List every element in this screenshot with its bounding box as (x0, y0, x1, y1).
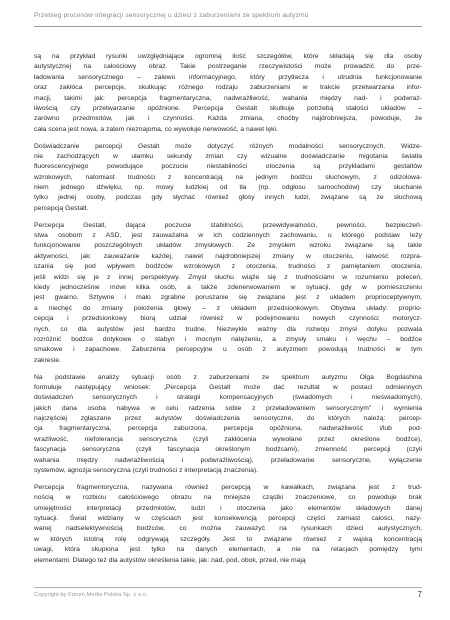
paragraph (34, 483, 422, 566)
page-number: 7 (417, 590, 422, 599)
text-line: uwagi, która skupiona jest tylko na danych elementach, a nie na relacjach pomiędzy tymi (34, 546, 422, 554)
text-line: kiedy jednocześnie mówi kilka osób, a także zdenerwowaniem w sytuacji, gdy w pomieszczeniu (34, 283, 422, 291)
text-line: najczęściej zgłaszane przez autystów doświadczenia sensoryczne, do których należą: percep- (34, 415, 422, 423)
footer-copyright: Copyright by Forum Media Polska Sp. z o.o. (34, 592, 148, 598)
text-line: cepcja i przedsionkowy biorą udział również w podejmowaniu nowych czynności motorycz- (34, 315, 422, 323)
text-line: systemów, agnozja sensoryczna (czyli trudności z interpretacją znaczenia). (34, 467, 258, 475)
text-line: oraz zakłóca percepcje, skutkując różnego rodzaju zaburzeniami w trakcie przetwarzania infor- (34, 84, 422, 92)
text-line: cała scena jest nowa, a zatem nieznajoma, co wywołuje nerwowość, a nawet lęki. (34, 125, 278, 133)
text-line: wzrokowych, natomiast trudności z koncentracją na jednym bodźcu słuchowym, z odizolowa- (34, 173, 422, 181)
text-line: doświadczeń sensorycznych i strategii kompensacyjnych (świadomych i nieświadomych), (34, 394, 422, 402)
text-line: Percepcja fragmentoryczna, nazywana również percepcją w kawałkach, związana jest z trud- (34, 483, 422, 491)
footer-divider (34, 587, 422, 588)
text-line: sytuacji. Świat widziany w częściach jest konsekwencją percepcji części zamiast całości, nazy- (34, 514, 422, 522)
text-line: fascynacja sensoryczna (czyli fascynacja określonym bodźcami), zmienność percepcji (czyli (34, 446, 422, 454)
paragraph (34, 52, 422, 135)
text-line: tylko jednej osoby, podczas gdy słychać również głosy innych ludzi, związane są ze słuchową (34, 194, 422, 202)
text-line: funkcjonowanie poszczególnych układów zmysłowych. Ze zmysłem wzroku związane są takie (34, 242, 422, 250)
paragraph (34, 373, 422, 477)
text-line: wrażliwość, niefolerancja sensoryczna (czyli zakłócenia wywołane przez określone bodźce), (34, 435, 422, 443)
text-line: fluorescencyjnego powodujące poczucie niestabilności otoczenia są przykładami gestaltów (34, 163, 422, 171)
text-line: cja fragmentaryczna, percepcja zaburzona, percepcja opóźniona, nadwrażliwość i/lub pod- (34, 425, 422, 433)
paragraph (34, 221, 422, 366)
text-line: w których istotną rolę odgrywają szczegóły. Jest to związane również z wąską koncentracją (34, 535, 422, 543)
text-line: Doświadczanie percepcji Gestalt może dotyczyć różnych modalności sensorycznych. Widze- (34, 142, 422, 150)
text-line: Percepcja Gestalt, dająca poczucie stabilności, przewidywalności, pewności, bezpieczeń- (34, 221, 422, 229)
running-header: Przebieg procesów integracji sensorycznej u dzieci z zaburzeniami ze spektrum autyzmu (34, 12, 309, 19)
text-line: wahania między nadwrażliwością i podwrażliwością), przeładowanie sensoryczne, wyłączenie (34, 456, 422, 464)
text-line: nością w rozbiciu całościowego obrazu na mniejsze cząstki znaczeniowe, co powoduje brak (34, 494, 422, 502)
text-line: jeśli widzi się je z innej perspektywy. Zmysł słuchu wiąże się z trudnościami w rozumieniu poleceń, (34, 273, 422, 281)
text-line: stwa osobom z ASD, jest zauważalna w ich codziennych zachowaniu, u którego podstaw leży (34, 232, 422, 240)
text-line: liwością czy przetwarzanie opóźnione. Percepcja Gestalt skutkuje potrzebą stałości układów – (34, 104, 422, 112)
text-line: umiejętności interpretacji przedmiotów, ludzi i otoczenia jako elementów składowych danej (34, 504, 422, 512)
header-divider (34, 26, 422, 27)
body-text (34, 52, 422, 572)
text-line: niem jednego dźwięku, np. mowy ludzkiej od tła (np. odgłosu samochodów) czy słuchanie (34, 184, 422, 192)
text-line: formułuje następujący wniosek: „Percepcja Gestalt może dać rezultat w postaci odmiennych (34, 383, 422, 391)
text-line: ładowania sensorycznego – zalewu informacyjnego, który przytłacza i utrudnia funkcjonowanie (34, 73, 422, 81)
text-line: zakresie. (34, 356, 62, 364)
text-line: macji, takimi jak: percepcja fragmentaryczna, nadwrażliwość, wahania między nad- i podwraż- (34, 94, 422, 102)
text-line: nych, co dla autystów jest bardzo trudne. Niezwykle ważny dla rozwoju zmysł dotyku pozwala (34, 325, 422, 333)
text-line: percepcją Gestalt. (34, 204, 89, 212)
text-line: Na podstawie analizy sytuacji osób z zaburzeniami ze spektrum autyzmu Olga Bogdashina (34, 373, 422, 381)
text-line: elementami. Dlatego też dla autystów określenia takie, jak: nad, pod, obok, przed, nie mają (34, 556, 306, 564)
text-line: rozróżnić bodźce dotykowe o stabyn i mocnym natężeniu, a zmysły smaku i węchu – bodźce (34, 335, 422, 343)
text-line: nie zachodzących w ułamku sekundy zmian czy wizualne doświadczanie migotania światła (34, 152, 422, 160)
text-line: aktywności, jak: zauważanie każdej, nawet najdrobniejszej zmiany w otoczeniu, łatwość rozpra- (34, 252, 422, 260)
text-line: są na przykład rysunki uwzględniające ogromną ilość szczegółów, które składają się dla osoby (34, 53, 422, 60)
text-line: smakowe i zapachowe. Zaburzenia percepcyjne u osób z autyzmem powodują trudności w tym (34, 346, 422, 354)
text-line: autystycznej na całościowy obraz. Takie postrzeganie rzeczywistości może prowadzić do prze- (34, 63, 422, 71)
paragraph (34, 142, 422, 215)
text-line: szania się pod wpływem bodźców wzrokowych z otoczenia, trudności z pamiętaniem otoczenia, (34, 263, 422, 271)
text-line: jakich dana osoba nabywa w celu radzenia sobie z przeładowaniem sensorycznym” i wymienia (34, 404, 422, 412)
text-line: zarówno przedmiotów, jak i czynności. Każda zmiana, choćby najdrobniejsza, powoduje, że (34, 115, 422, 123)
text-line: a niechęć do zmiany położenia głowy – z układem przedsionkowym. Obydwa układy: proprio- (34, 304, 422, 312)
text-line: jest gwarno. Sztywne i mało zgrabne poruszanie się związane jest z układem proprioceptywnym, (34, 294, 422, 302)
text-line: wanej nadselektywnością bodźców, co można zauważyć na rysunkach dzieci autystycznych, (34, 525, 422, 533)
